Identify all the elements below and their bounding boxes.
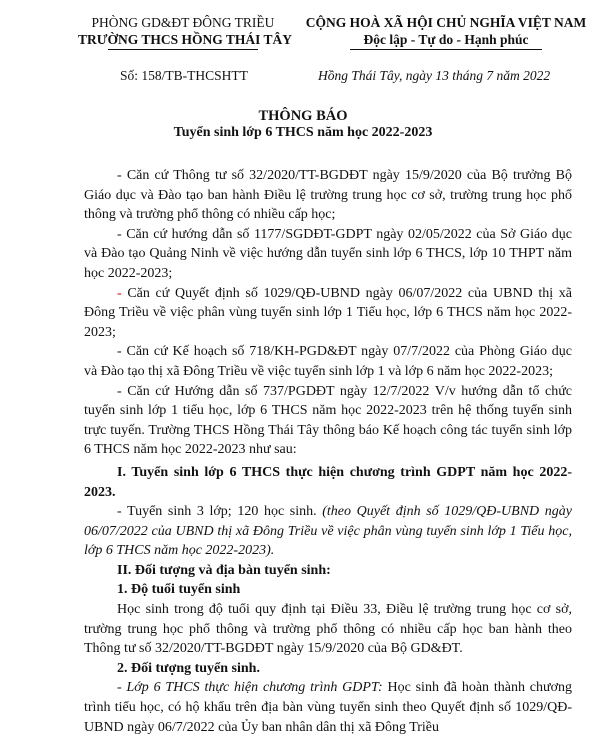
section-1-quota: - Tuyển sinh 3 lớp; 120 học sinh. (117, 504, 323, 520)
document-body (84, 166, 572, 737)
basis-paragraph-3-text: Căn cứ Quyết định số 1029/QĐ-UBND ngày 06/07/2022 của UBND thị xã Đông Triều về việc phân vùng tuyển sinh lớp 1 Tiểu học, lớp 6 THCS năm học 2022-2023; (84, 285, 572, 340)
section-2-1-heading: 1. Độ tuổi tuyển sinh (117, 582, 241, 598)
basis-paragraph-5: - Căn cứ Hướng dẫn số 737/PGDĐT ngày 12/7/2022 V/v hướng dẫn tổ chức tuyển sinh lớp 1 tiểu học, lớp 6 THCS năm học 2022-2023 trên hệ thống tuyển sinh trực tuyến. Trường THCS Hồng Thái Tây thông báo Kế hoạch công tác tuyển sinh lớp 6 THCS năm học 2022-2023 như sau: (84, 383, 572, 458)
document-subtitle: Tuyển sinh lớp 6 THCS năm học 2022-2023 (173, 125, 433, 140)
section-2-1-text: Học sinh trong độ tuổi quy định tại Điều 33, Điều lệ trường trung học cơ sở, trường trung học phổ thông và trường phổ thông có nhiều cấp học ban hành theo Thông tư số 32/2020/TT-BGDĐT ngày 15/9/2020 của Bộ GD&ĐT. (84, 602, 572, 657)
section-1-text (84, 502, 572, 561)
section-2-2-label: - Lớp 6 THCS thực hiện chương trình GDPT: (117, 680, 383, 696)
section-1-note: (theo Quyết định số 1029/QĐ-UBND ngày 06/07/2022 của UBND thị xã Đông Triều về việc phân vùng tuyển sinh lớp 1 Tiểu học, lớp 6 THCS năm học 2022-2023). (84, 504, 572, 559)
issuer-underline (108, 49, 258, 50)
basis-paragraph-1: - Căn cứ Thông tư số 32/2020/TT-BGDĐT ngày 15/9/2020 của Bộ trưởng Bộ Giáo dục và Đào tạo ban hành Điều lệ trường trung học cơ sở, trường trung học phổ thông và trường phổ thông có nhiều cấp học; (84, 168, 572, 223)
document-number: Số: 158/TB-THCSHTT (120, 68, 248, 83)
section-1-heading: I. Tuyển sinh lớp 6 THCS thực hiện chương trình GDPT năm học 2022-2023. (84, 464, 572, 500)
basis-paragraph-3 (84, 284, 572, 343)
issuer-block (78, 14, 293, 50)
section-2-2-text (84, 678, 572, 737)
red-dash: - (117, 285, 122, 301)
section-2-2-body: Học sinh đã hoàn thành chương trình tiểu học, có hộ khẩu trên địa bàn vùng tuyển sinh theo Quyết định số 1029/QĐ-UBND ngày 06/7/2022 của Ủy ban nhân dân thị xã Đông Triều (84, 680, 572, 735)
section-2-2-heading: 2. Đối tượng tuyển sinh. (117, 660, 260, 676)
basis-paragraph-4: - Căn cứ Kế hoạch số 718/KH-PGD&ĐT ngày 07/7/2022 của Phòng Giáo dục và Đào tạo thị xã Đông Triều về việc tuyển sinh lớp 1 và lớp 6 năm học 2022-2023; (84, 344, 572, 379)
document-date: Hồng Thái Tây, ngày 13 tháng 7 năm 2022 (318, 68, 551, 83)
national-motto-block (296, 14, 596, 50)
issuer-department: PHÒNG GD&ĐT ĐÔNG TRIỀU (91, 15, 275, 30)
basis-paragraph-2: - Căn cứ hướng dẫn số 1177/SGDĐT-GDPT ngày 02/05/2022 của Sở Giáo dục và Đào tạo Quảng Ninh về việc hướng dẫn tuyển sinh lớp 6 THCS, lớp 10 THPT năm học 2022-2023; (84, 226, 572, 281)
section-2-heading: II. Đối tượng và địa bàn tuyển sinh: (117, 562, 331, 578)
national-title: CỘNG HOÀ XÃ HỘI CHỦ NGHĨA VIỆT NAM (305, 15, 587, 30)
motto-underline (350, 49, 542, 50)
document-title: THÔNG BÁO (258, 108, 348, 124)
issuer-school: TRƯỜNG THCS HỒNG THÁI TÂY (78, 32, 293, 47)
national-motto: Độc lập - Tự do - Hạnh phúc (363, 32, 529, 47)
